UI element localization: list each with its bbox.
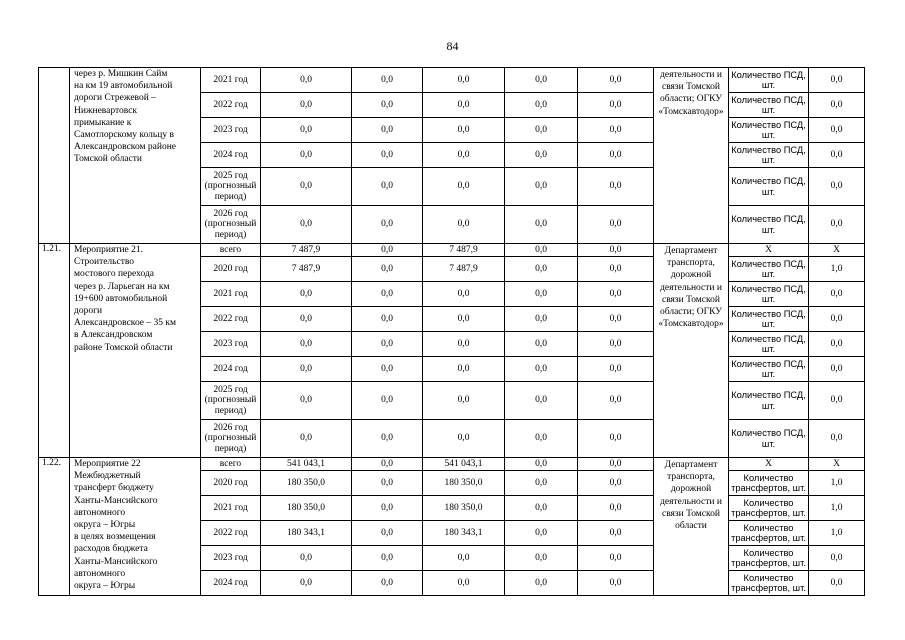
- funding-value: 0,0: [352, 206, 423, 244]
- indicator-value: Х: [809, 244, 865, 257]
- indicator-name: Х: [729, 244, 809, 257]
- funding-value: 180 343,1: [423, 521, 505, 546]
- indicator-value: 1,0: [809, 521, 865, 546]
- funding-value: 0,0: [352, 68, 423, 93]
- indicator-name: Количество ПСД, шт.: [729, 357, 809, 382]
- funding-value: 0,0: [352, 307, 423, 332]
- indicator-name: Х: [729, 458, 809, 471]
- funding-value: 0,0: [578, 382, 654, 420]
- indicator-name: Количество трансфертов, шт.: [729, 496, 809, 521]
- indicator-value: 0,0: [809, 118, 865, 143]
- funding-value: 0,0: [261, 382, 352, 420]
- funding-value: 541 043,1: [423, 458, 505, 471]
- indicator-value: 0,0: [809, 307, 865, 332]
- indicator-value: 0,0: [809, 571, 865, 596]
- funding-value: 0,0: [423, 206, 505, 244]
- executor-cell: Департамент транспорта, дорожной деятельности и связи Томской области: [654, 458, 729, 596]
- activity-name: Мероприятие 21. Строительство мостового перехода через р. Ларьеган на км 19+600 автомобильной дороги Александровское – 35 км в Александровском районе Томской области: [70, 244, 201, 458]
- activity-number: 1.21.: [39, 244, 70, 458]
- indicator-value: 0,0: [809, 168, 865, 206]
- period-cell: 2022 год: [201, 521, 261, 546]
- indicator-name: Количество ПСД, шт.: [729, 420, 809, 458]
- table-row: [39, 68, 865, 93]
- funding-value: 0,0: [261, 546, 352, 571]
- funding-value: 0,0: [352, 357, 423, 382]
- funding-value: 7 487,9: [261, 257, 352, 282]
- indicator-name: Количество трансфертов, шт.: [729, 546, 809, 571]
- funding-value: 0,0: [261, 357, 352, 382]
- indicator-value: 0,0: [809, 357, 865, 382]
- funding-value: 0,0: [423, 571, 505, 596]
- funding-value: 0,0: [578, 496, 654, 521]
- funding-value: 0,0: [578, 118, 654, 143]
- funding-value: 0,0: [578, 546, 654, 571]
- funding-value: 0,0: [423, 420, 505, 458]
- funding-value: 541 043,1: [261, 458, 352, 471]
- funding-value: 0,0: [423, 546, 505, 571]
- funding-value: 0,0: [578, 93, 654, 118]
- funding-value: 0,0: [261, 571, 352, 596]
- funding-value: 0,0: [505, 382, 578, 420]
- indicator-value: 0,0: [809, 382, 865, 420]
- period-cell: 2020 год: [201, 257, 261, 282]
- funding-value: 180 343,1: [261, 521, 352, 546]
- funding-value: 0,0: [261, 282, 352, 307]
- funding-value: 0,0: [505, 282, 578, 307]
- activity-number: 1.22.: [39, 458, 70, 596]
- activity-name: Мероприятие 22 Межбюджетный трансферт бюджету Ханты-Мансийского автономного округа – Югры в целях возмещения расходов бюджета Ханты-Мансийского автономного округа – Югры: [70, 458, 201, 596]
- funding-value: 0,0: [505, 93, 578, 118]
- funding-value: 0,0: [505, 307, 578, 332]
- funding-value: 0,0: [505, 143, 578, 168]
- funding-value: 0,0: [261, 168, 352, 206]
- funding-value: 0,0: [352, 496, 423, 521]
- indicator-name: Количество ПСД, шт.: [729, 307, 809, 332]
- funding-value: 0,0: [352, 93, 423, 118]
- funding-value: 0,0: [352, 571, 423, 596]
- funding-value: 0,0: [578, 332, 654, 357]
- period-cell: 2021 год: [201, 68, 261, 93]
- funding-value: 0,0: [352, 521, 423, 546]
- period-cell: 2026 год (прогнозный период): [201, 420, 261, 458]
- funding-value: 0,0: [505, 357, 578, 382]
- indicator-value: 1,0: [809, 496, 865, 521]
- period-cell: 2025 год (прогнозный период): [201, 382, 261, 420]
- funding-value: 0,0: [261, 206, 352, 244]
- period-cell: 2023 год: [201, 546, 261, 571]
- period-cell: 2021 год: [201, 496, 261, 521]
- table-row: [39, 244, 865, 257]
- funding-value: 0,0: [261, 93, 352, 118]
- executor-cell: деятельности и связи Томской области; ОГКУ «Томскавтодор»: [654, 68, 729, 244]
- indicator-value: 0,0: [809, 282, 865, 307]
- indicator-value: 0,0: [809, 332, 865, 357]
- indicator-name: Количество ПСД, шт.: [729, 382, 809, 420]
- funding-value: 7 487,9: [261, 244, 352, 257]
- indicator-value: 0,0: [809, 68, 865, 93]
- funding-value: 180 350,0: [423, 471, 505, 496]
- funding-value: 0,0: [505, 458, 578, 471]
- period-cell: 2023 год: [201, 118, 261, 143]
- period-cell: 2020 год: [201, 471, 261, 496]
- indicator-name: Количество трансфертов, шт.: [729, 521, 809, 546]
- indicator-value: 0,0: [809, 143, 865, 168]
- funding-value: 0,0: [261, 118, 352, 143]
- period-cell: 2024 год: [201, 143, 261, 168]
- funding-value: 0,0: [505, 257, 578, 282]
- funding-value: 0,0: [505, 420, 578, 458]
- period-cell: 2026 год (прогнозный период): [201, 206, 261, 244]
- indicator-name: Количество ПСД, шт.: [729, 332, 809, 357]
- funding-value: 0,0: [352, 332, 423, 357]
- funding-value: 0,0: [578, 571, 654, 596]
- funding-value: 0,0: [505, 546, 578, 571]
- funding-value: 0,0: [261, 332, 352, 357]
- funding-value: 0,0: [261, 68, 352, 93]
- period-cell: 2022 год: [201, 93, 261, 118]
- indicator-value: 0,0: [809, 206, 865, 244]
- period-cell: 2023 год: [201, 332, 261, 357]
- funding-value: 0,0: [578, 168, 654, 206]
- indicator-value: 0,0: [809, 420, 865, 458]
- period-cell: всего: [201, 244, 261, 257]
- funding-value: 0,0: [261, 143, 352, 168]
- funding-value: 0,0: [505, 332, 578, 357]
- indicator-value: 0,0: [809, 93, 865, 118]
- period-cell: 2021 год: [201, 282, 261, 307]
- funding-value: 7 487,9: [423, 257, 505, 282]
- funding-value: 0,0: [578, 357, 654, 382]
- period-cell: 2025 год (прогнозный период): [201, 168, 261, 206]
- funding-value: 0,0: [578, 471, 654, 496]
- funding-value: 0,0: [423, 332, 505, 357]
- funding-value: 0,0: [352, 118, 423, 143]
- indicator-value: 0,0: [809, 546, 865, 571]
- funding-value: 0,0: [352, 471, 423, 496]
- indicator-name: Количество трансфертов, шт.: [729, 471, 809, 496]
- funding-value: 0,0: [423, 168, 505, 206]
- period-cell: всего: [201, 458, 261, 471]
- funding-value: 0,0: [578, 458, 654, 471]
- funding-value: 0,0: [578, 307, 654, 332]
- indicator-name: Количество ПСД, шт.: [729, 168, 809, 206]
- funding-value: 0,0: [578, 420, 654, 458]
- funding-value: 0,0: [578, 206, 654, 244]
- funding-value: 0,0: [423, 307, 505, 332]
- funding-value: 0,0: [352, 382, 423, 420]
- indicator-value: 1,0: [809, 257, 865, 282]
- indicator-name: Количество ПСД, шт.: [729, 68, 809, 93]
- funding-value: 0,0: [423, 282, 505, 307]
- funding-value: 0,0: [352, 546, 423, 571]
- funding-value: 0,0: [505, 471, 578, 496]
- table-row: [39, 458, 865, 471]
- table-body: [39, 68, 865, 596]
- funding-value: 0,0: [423, 68, 505, 93]
- funding-value: 0,0: [423, 118, 505, 143]
- funding-value: 0,0: [505, 521, 578, 546]
- funding-value: 0,0: [578, 521, 654, 546]
- funding-value: 0,0: [352, 257, 423, 282]
- funding-value: 0,0: [505, 68, 578, 93]
- funding-value: 0,0: [505, 496, 578, 521]
- funding-value: 0,0: [505, 118, 578, 143]
- funding-value: 0,0: [505, 244, 578, 257]
- funding-value: 180 350,0: [261, 471, 352, 496]
- program-activities-table: [38, 67, 865, 596]
- funding-value: 0,0: [352, 244, 423, 257]
- funding-value: 0,0: [423, 143, 505, 168]
- funding-value: 0,0: [423, 382, 505, 420]
- funding-value: 0,0: [423, 357, 505, 382]
- funding-value: 0,0: [578, 244, 654, 257]
- funding-value: 7 487,9: [423, 244, 505, 257]
- executor-cell: Департамент транспорта, дорожной деятельности и связи Томской области; ОГКУ «Томскавтодор»: [654, 244, 729, 458]
- indicator-name: Количество ПСД, шт.: [729, 206, 809, 244]
- funding-value: 0,0: [352, 282, 423, 307]
- indicator-value: 1,0: [809, 471, 865, 496]
- funding-value: 0,0: [505, 168, 578, 206]
- funding-value: 0,0: [261, 420, 352, 458]
- activity-name: через р. Мишкин Сайм на км 19 автомобильной дороги Стрежевой – Нижневартовск примыкание к Самотлорскому кольцу в Александровском районе Томской области: [70, 68, 201, 244]
- funding-value: 0,0: [352, 458, 423, 471]
- funding-value: 0,0: [352, 143, 423, 168]
- funding-value: 0,0: [352, 168, 423, 206]
- indicator-name: Количество ПСД, шт.: [729, 282, 809, 307]
- funding-value: 180 350,0: [261, 496, 352, 521]
- funding-value: 0,0: [578, 257, 654, 282]
- indicator-name: Количество ПСД, шт.: [729, 257, 809, 282]
- funding-value: 0,0: [578, 143, 654, 168]
- activity-number: [39, 68, 70, 244]
- indicator-value: Х: [809, 458, 865, 471]
- period-cell: 2022 год: [201, 307, 261, 332]
- period-cell: 2024 год: [201, 571, 261, 596]
- funding-value: 0,0: [505, 206, 578, 244]
- period-cell: 2024 год: [201, 357, 261, 382]
- indicator-name: Количество ПСД, шт.: [729, 143, 809, 168]
- funding-value: 0,0: [352, 420, 423, 458]
- page-number: 84: [446, 39, 459, 53]
- indicator-name: Количество ПСД, шт.: [729, 93, 809, 118]
- funding-value: 0,0: [505, 571, 578, 596]
- funding-value: 0,0: [261, 307, 352, 332]
- indicator-name: Количество трансфертов, шт.: [729, 571, 809, 596]
- funding-value: 0,0: [423, 93, 505, 118]
- indicator-name: Количество ПСД, шт.: [729, 118, 809, 143]
- funding-value: 0,0: [578, 282, 654, 307]
- funding-value: 0,0: [578, 68, 654, 93]
- funding-value: 180 350,0: [423, 496, 505, 521]
